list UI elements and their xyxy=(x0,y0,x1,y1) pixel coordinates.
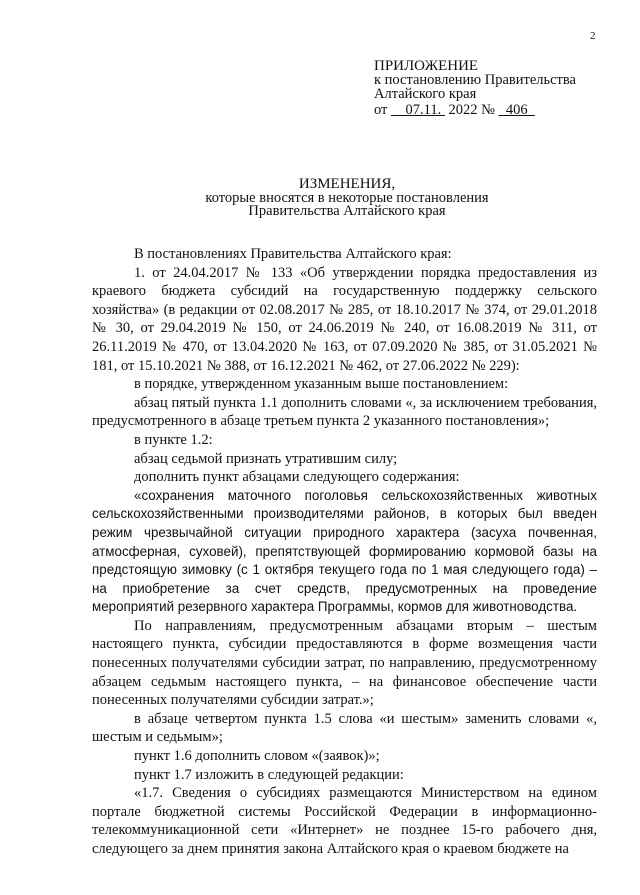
title-line-1: которые вносятся в некоторые постановления xyxy=(205,189,489,206)
title-line-2: Правительства Алтайского края xyxy=(248,203,446,219)
document-body xyxy=(92,245,597,859)
date-value: 07.11. xyxy=(391,102,445,118)
appendix-header xyxy=(374,59,576,117)
appendix-line-1: к постановлению Правительства xyxy=(374,72,576,88)
appendix-line-2: Алтайского края xyxy=(374,86,477,102)
paragraph: абзац пятый пункта 1.1 дополнить словами «, за исключением требования, предусмотренного в абзаце третьем пункта 2 указанного постановления»; xyxy=(92,394,597,430)
paragraph: в абзаце четвертом пункта 1.5 слова «и шестым» заменить словами «, шестым и седьмым»; xyxy=(92,710,597,746)
paragraph: в пункте 1.2: xyxy=(134,431,213,448)
paragraph: «сохранения маточного поголовья сельскохозяйственных животных сельскохозяйственными производителями районов, в которых был введен режим чрезвычайной ситуации природного характера (засуха почвенная, атмосферная, суховей), препятствующей формированию кормовой базы на предстоящую зимовку (с 1 октября текущего года по 1 мая следующего года) – на приобретение за счет средств, предусмотренных на проведение мероприятий резервного характера Программы, кормов для животноводства. xyxy=(92,487,597,615)
document-number: 406 xyxy=(498,102,535,118)
paragraph: В постановлениях Правительства Алтайского края: xyxy=(134,246,452,262)
page-number: 2 xyxy=(590,30,596,42)
paragraph: пункт 1.6 дополнить словом «(заявок)»; xyxy=(134,748,380,765)
paragraph: абзац седьмой признать утратившим силу; xyxy=(134,450,398,467)
appendix-heading: ПРИЛОЖЕНИЕ xyxy=(374,58,479,74)
paragraph: в порядке, утвержденном указанным выше постановлением: xyxy=(134,376,509,393)
appendix-date-line xyxy=(374,103,576,117)
paragraph: «1.7. Сведения о субсидиях размещаются Министерством на едином портале бюджетной системы Российской Федерации в информационно-телекоммуникационной сети «Интернет» не позднее 15-го рабочего дня, следующего за днем принятия закона Алтайского края о краевом бюджете на xyxy=(92,785,597,857)
paragraph: 1. от 24.04.2017 № 133 «Об утверждении порядка предоставления из краевого бюджета субсидий на государственную поддержку сельского хозяйства» (в редакции от 02.08.2017 № 285, от 18.10.2017 № 374, от 29.01.2018 № 30, от 29.04.2019 № 150, от 24.06.2019 № 240, от 16.08.2019 № 311, от 26.11.2019 № 470, от 13.04.2020 № 163, от 07.09.2020 № 385, от 31.05.2021 № 181, от 15.10.2021 № 388, от 16.12.2021 № 462, от 27.06.2022 № 229): xyxy=(92,264,597,374)
title-heading: ИЗМЕНЕНИЯ, xyxy=(298,176,396,192)
document-title xyxy=(120,178,574,219)
year-text: 2022 № xyxy=(448,102,495,118)
paragraph: пункт 1.7 изложить в следующей редакции: xyxy=(134,766,404,783)
paragraph: дополнить пункт абзацами следующего содержания: xyxy=(134,469,460,486)
paragraph: По направлениям, предусмотренным абзацами вторым – шестым настоящего пункта, субсидии предоставляются в форме возмещения части понесенных получателями субсидии затрат, по направлению, предусмотренному абзацем седьмым настоящего пункта, – на финансовое обеспечение части понесенных получателями субсидии затрат.»; xyxy=(92,617,597,709)
date-prefix: от xyxy=(374,102,388,118)
